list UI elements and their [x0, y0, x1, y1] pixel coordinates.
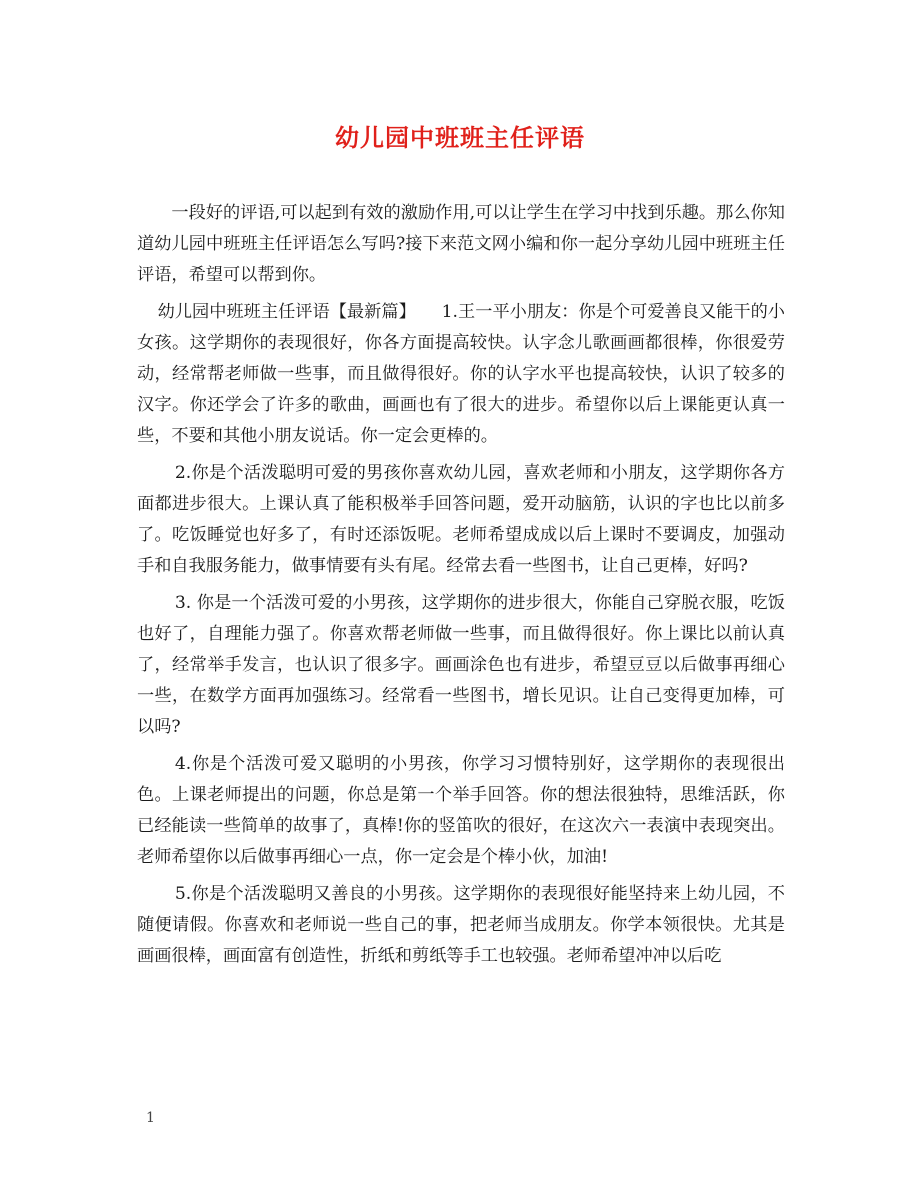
paragraph-comment-3: 3. 你是一个活泼可爱的小男孩，这学期你的进步很大，你能自己穿脱衣服，吃饭也好了，自理能力强了。你喜欢帮老师做一些事，而且做得很好。你上课比以前认真了，经常举手发言，也认识了很多字。画画涂色也有进步，希望豆豆以后做事再细心一些，在数学方面再加强练习。经常看一些图书，增长见识。让自己变得更加棒，可以吗?	[137, 593, 785, 737]
document-title: 幼儿园中班班主任评语	[335, 123, 585, 152]
paragraph-comment-2: 2.你是个活泼聪明可爱的男孩你喜欢幼儿园，喜欢老师和小朋友，这学期你各方面都进步很大。上课认真了能积极举手回答问题，爱开动脑筋，认识的字也比以前多了。吃饭睡觉也好多了，有时还添饭呢。老师希望成成以后上课时不要调皮，加强动手和自我服务能力，做事情要有头有尾。经常去看一些图书，让自己更棒，好吗?	[137, 463, 785, 576]
page-number: 1	[146, 1110, 155, 1126]
document-body	[137, 198, 785, 978]
paragraph-comment-5: 5.你是个活泼聪明又善良的小男孩。这学期你的表现很好能坚持来上幼儿园，不随便请假。你喜欢和老师说一些自己的事，把老师当成朋友。你学本领很快。尤其是画画很棒，画面富有创造性，折纸和剪纸等手工也较强。老师希望冲冲以后吃	[137, 884, 785, 966]
paragraph-intro: 一段好的评语,可以起到有效的激励作用,可以让学生在学习中找到乐趣。那么你知道幼儿园中班班主任评语怎么写吗?接下来范文网小编和你一起分享幼儿园中班班主任评语，希望可以帮到你。	[137, 203, 785, 285]
paragraph-comment-4: 4.你是个活泼可爱又聪明的小男孩，你学习习惯特别好，这学期你的表现很出色。上课老师提出的问题，你总是第一个举手回答。你的想法很独特，思维活跃，你已经能读一些简单的故事了，真棒!你的竖笛吹的很好，在这次六一表演中表现突出。老师希望你以后做事再细心一点，你一定会是个棒小伙，加油!	[137, 754, 785, 867]
paragraph-comment-1: 幼儿园中班班主任评语【最新篇】 1.王一平小朋友：你是个可爱善良又能干的小女孩。这学期你的表现很好，你各方面提高较快。认字念儿歌画画都很棒，你很爱劳动，经常帮老师做一些事，而且做得很好。你的认字水平也提高较快，认识了较多的汉字。你还学会了许多的歌曲，画画也有了很大的进步。希望你以后上课能更认真一些，不要和其他小朋友说话。你一定会更棒的。	[137, 302, 785, 446]
